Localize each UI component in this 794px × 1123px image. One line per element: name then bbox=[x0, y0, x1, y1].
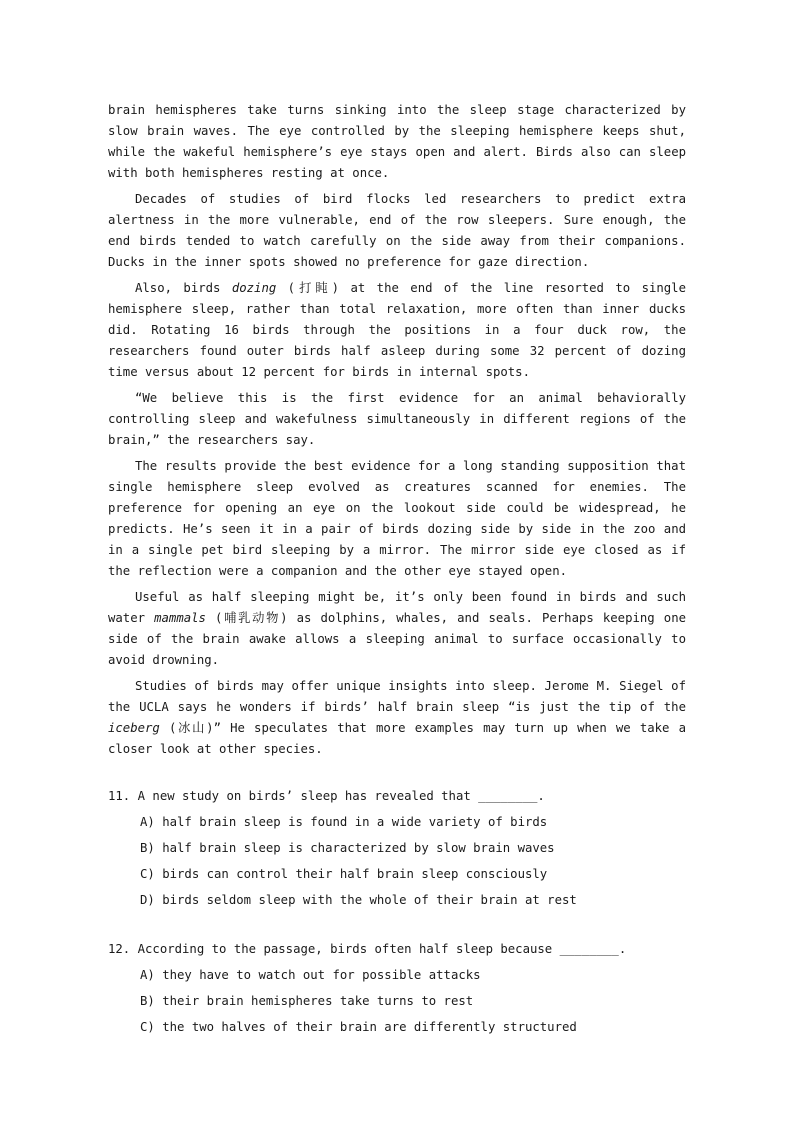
paragraph-text: as dolphins, whales, and seals. Perhaps keeping one side of the brain awake allows a sleeping animal to surface occasionally to avoid drowning. bbox=[108, 611, 686, 667]
glossed-term: dozing bbox=[231, 281, 277, 295]
answer-option-a: A) they have to watch out for possible attacks bbox=[140, 968, 481, 982]
question-11 bbox=[108, 783, 686, 913]
question-stem: 11. A new study on birds’ sleep has revealed that ________. bbox=[108, 789, 545, 803]
passage-paragraph-1: brain hemispheres take turns sinking into the sleep stage characterized by slow brain waves. The eye controlled by the sleeping hemisphere keeps shut, while the wakeful hemisphere’s eye stays open and alert. Birds also can sleep with both hemispheres resting at once. bbox=[108, 103, 686, 180]
paragraph-text: at the end of the line resorted to single hemisphere sleep, rather than total relaxation, more often than inner ducks did. Rotating 16 birds through the positions in a four duck row, the researchers found outer birds half asleep during some 32 percent of dozing time versus about 12 percent for birds in internal spots. bbox=[108, 281, 686, 379]
answer-option-a: A) half brain sleep is found in a wide variety of birds bbox=[140, 815, 548, 829]
passage-paragraph-2: Decades of studies of bird flocks led researchers to predict extra alertness in the more vulnerable, end of the row sleepers. Sure enough, the end birds tended to watch carefully on the side away from their companions. Ducks in the inner spots showed no preference for gaze direction. bbox=[108, 192, 686, 269]
term-gloss: (打盹) bbox=[276, 281, 351, 295]
passage-paragraph-6 bbox=[108, 587, 686, 671]
glossed-term: iceberg bbox=[108, 721, 160, 735]
passage-paragraph-7 bbox=[108, 676, 686, 760]
answer-option-c: C) the two halves of their brain are differently structured bbox=[140, 1020, 577, 1034]
document-page bbox=[108, 100, 686, 1040]
paragraph-text: He speculates that more examples may turn up when we take a closer look at other species. bbox=[108, 721, 686, 756]
term-gloss: (哺乳动物) bbox=[205, 611, 297, 625]
glossed-term: mammals bbox=[154, 611, 206, 625]
question-stem: 12. According to the passage, birds often half sleep because ________. bbox=[108, 942, 627, 956]
answer-option-c: C) birds can control their half brain sleep consciously bbox=[140, 867, 548, 881]
question-12 bbox=[108, 936, 686, 1040]
answer-option-d: D) birds seldom sleep with the whole of their brain at rest bbox=[140, 893, 577, 907]
term-gloss: (冰山)” bbox=[159, 721, 231, 735]
passage-paragraph-4: “We believe this is the first evidence for an animal behaviorally controlling sleep and wakefulness simultaneously in different regions of the brain,” the researchers say. bbox=[108, 391, 686, 447]
paragraph-text: Also, birds bbox=[135, 281, 232, 295]
answer-option-b: B) their brain hemispheres take turns to rest bbox=[140, 994, 474, 1008]
passage-paragraph-5: The results provide the best evidence for a long standing supposition that single hemisphere sleep evolved as creatures scanned for enemies. The preference for opening an eye on the lookout side could be widespread, he predicts. He’s seen it in a pair of birds dozing side by side in the zoo and in a single pet bird sleeping by a mirror. The mirror side eye closed as if the reflection were a companion and the other eye stayed open. bbox=[108, 459, 686, 578]
passage-paragraph-3 bbox=[108, 278, 686, 383]
paragraph-text: Studies of birds may offer unique insights into sleep. Jerome M. Siegel of the UCLA says he wonders if birds’ half brain sleep “is just the tip of the bbox=[108, 679, 686, 714]
answer-option-b: B) half brain sleep is characterized by slow brain waves bbox=[140, 841, 555, 855]
paragraph-text: Useful as half sleeping might be, it’s only been found in birds and such water bbox=[108, 590, 686, 625]
